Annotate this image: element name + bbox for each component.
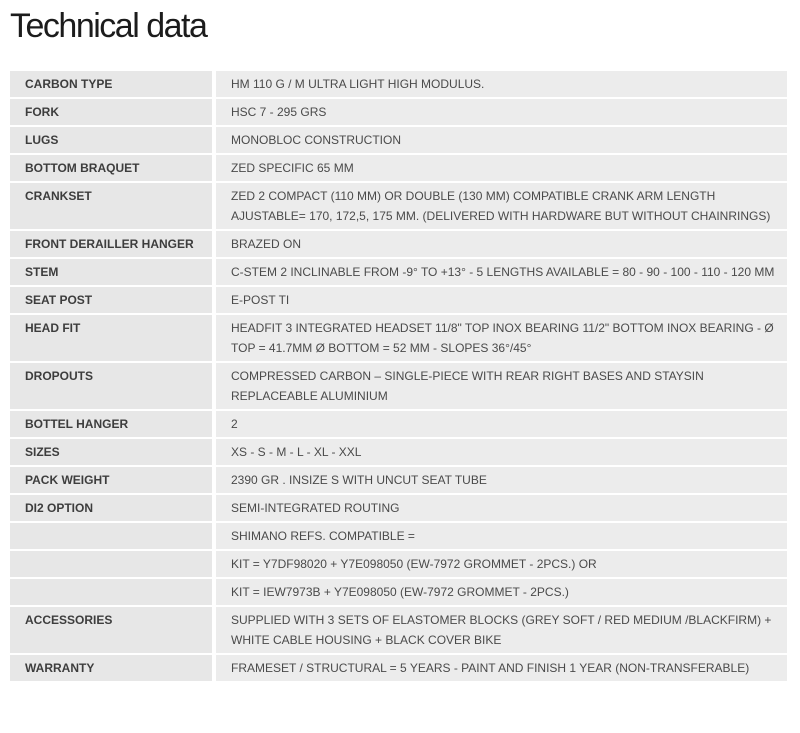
spec-value: KIT = Y7DF98020 + Y7E098050 (EW-7972 GROMMET - 2PCS.) OR (214, 550, 787, 578)
table-row (10, 126, 787, 154)
spec-label: LUGS (10, 126, 214, 154)
table-row (10, 550, 787, 578)
spec-value: XS - S - M - L - XL - XXL (214, 438, 787, 466)
table-row (10, 578, 787, 606)
spec-value: 2390 GR . INSIZE S WITH UNCUT SEAT TUBE (214, 466, 787, 494)
spec-label: BOTTOM BRAQUET (10, 154, 214, 182)
table-row (10, 362, 787, 410)
table-row (10, 71, 787, 98)
spec-value: COMPRESSED CARBON – SINGLE-PIECE WITH REAR RIGHT BASES AND STAYSIN REPLACEABLE ALUMINIUM (214, 362, 787, 410)
page-title: Technical data (10, 7, 207, 45)
spec-label (10, 578, 214, 606)
table-row (10, 182, 787, 230)
table-row (10, 230, 787, 258)
table-row (10, 606, 787, 654)
spec-label: HEAD FIT (10, 314, 214, 362)
spec-value: SEMI-INTEGRATED ROUTING (214, 494, 787, 522)
spec-value: C-STEM 2 INCLINABLE FROM -9° TO +13° - 5 LENGTHS AVAILABLE = 80 - 90 - 100 - 110 - 120 MM (214, 258, 787, 286)
table-row (10, 410, 787, 438)
spec-value: MONOBLOC CONSTRUCTION (214, 126, 787, 154)
spec-label: BOTTEL HANGER (10, 410, 214, 438)
spec-label: WARRANTY (10, 654, 214, 682)
spec-value: 2 (214, 410, 787, 438)
table-row (10, 438, 787, 466)
table-row (10, 258, 787, 286)
spec-label: SEAT POST (10, 286, 214, 314)
spec-value: HSC 7 - 295 GRS (214, 98, 787, 126)
spec-label: FRONT DERAILLER HANGER (10, 230, 214, 258)
spec-label: STEM (10, 258, 214, 286)
spec-label: FORK (10, 98, 214, 126)
spec-value: HM 110 G / M ULTRA LIGHT HIGH MODULUS. (214, 71, 787, 98)
spec-label: DROPOUTS (10, 362, 214, 410)
spec-value: SUPPLIED WITH 3 SETS OF ELASTOMER BLOCKS (GREY SOFT / RED MEDIUM /BLACKFIRM) + WHITE CABLE HOUSING + BLACK COVER BIKE (214, 606, 787, 654)
spec-label: CRANKSET (10, 182, 214, 230)
spec-value: KIT = IEW7973B + Y7E098050 (EW-7972 GROMMET - 2PCS.) (214, 578, 787, 606)
spec-value: E-POST TI (214, 286, 787, 314)
technical-data-body (10, 71, 787, 682)
table-row (10, 654, 787, 682)
spec-value: BRAZED ON (214, 230, 787, 258)
table-row (10, 522, 787, 550)
spec-value: FRAMESET / STRUCTURAL = 5 YEARS - PAINT AND FINISH 1 YEAR (NON-TRANSFERABLE) (214, 654, 787, 682)
spec-value: ZED SPECIFIC 65 MM (214, 154, 787, 182)
table-row (10, 466, 787, 494)
table-row (10, 494, 787, 522)
spec-value: ZED 2 COMPACT (110 MM) OR DOUBLE (130 MM) COMPATIBLE CRANK ARM LENGTH AJUSTABLE= 170, 172,5, 175 MM. (DELIVERED WITH HARDWARE BUT WITHOUT CHAINRINGS) (214, 182, 787, 230)
spec-label: ACCESSORIES (10, 606, 214, 654)
spec-label (10, 522, 214, 550)
spec-value: SHIMANO REFS. COMPATIBLE = (214, 522, 787, 550)
spec-label: CARBON TYPE (10, 71, 214, 98)
table-row (10, 154, 787, 182)
spec-label: SIZES (10, 438, 214, 466)
spec-label: DI2 OPTION (10, 494, 214, 522)
spec-label (10, 550, 214, 578)
spec-label: PACK WEIGHT (10, 466, 214, 494)
spec-value: HEADFIT 3 INTEGRATED HEADSET 11/8" TOP INOX BEARING 11/2" BOTTOM INOX BEARING - Ø TOP = 41.7MM Ø BOTTOM = 52 MM - SLOPES 36°/45° (214, 314, 787, 362)
table-row (10, 98, 787, 126)
table-row (10, 286, 787, 314)
technical-data-table (10, 71, 787, 683)
table-row (10, 314, 787, 362)
